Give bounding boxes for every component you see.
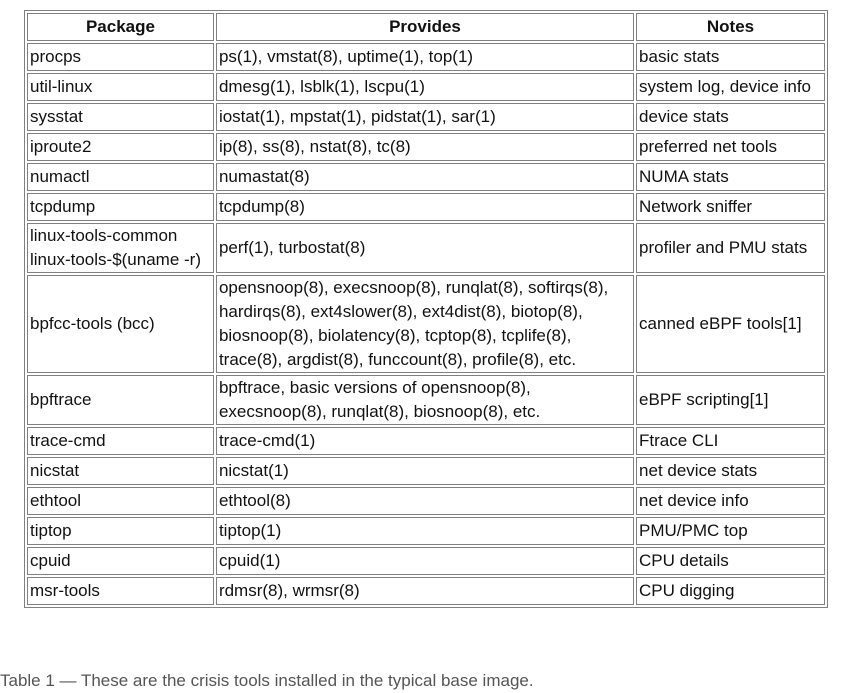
notes-cell-line: Ftrace CLI — [639, 431, 719, 450]
table-body — [27, 43, 825, 605]
provides-cell-line: perf(1), turbostat(8) — [218, 238, 366, 257]
notes-cell-line: Network sniffer — [639, 197, 753, 216]
table-row — [27, 577, 825, 605]
provides-cell-line: tiptop(1) — [218, 521, 282, 540]
package-cell — [27, 375, 214, 425]
table-row — [27, 103, 825, 131]
notes-cell-line: canned eBPF tools[1] — [639, 314, 802, 333]
footer-caption-text: Table 1 — These are the crisis tools installed in the typical base image. — [0, 671, 534, 690]
package-cell-line: cpuid — [30, 551, 71, 570]
notes-cell-line: CPU details — [639, 551, 729, 570]
package-cell-line: nicstat — [30, 461, 80, 480]
package-cell-line: trace-cmd — [30, 431, 106, 450]
package-cell — [27, 133, 214, 161]
provides-cell-line: bpftrace, basic versions of opensnoop(8), — [218, 378, 531, 397]
notes-cell — [636, 275, 825, 373]
table-row — [27, 43, 825, 71]
provides-cell-line: tcpdump(8) — [218, 197, 305, 216]
table-row — [27, 163, 825, 191]
package-cell-line: linux-tools-$(uname -r) — [30, 250, 201, 269]
table-row — [27, 487, 825, 515]
header-notes: Notes — [636, 13, 825, 41]
table-row — [27, 133, 825, 161]
notes-cell — [636, 457, 825, 485]
provides-cell — [216, 193, 634, 221]
provides-cell-line: ip(8), ss(8), nstat(8), tc(8) — [218, 137, 411, 156]
package-cell — [27, 73, 214, 101]
table-row — [27, 427, 825, 455]
table-row — [27, 457, 825, 485]
provides-cell-line: biosnoop(8), biolatency(8), tcptop(8), tcplife(8), — [218, 326, 572, 345]
provides-cell — [216, 133, 634, 161]
provides-cell — [216, 375, 634, 425]
provides-cell — [216, 427, 634, 455]
notes-cell — [636, 517, 825, 545]
provides-cell-line: dmesg(1), lsblk(1), lscpu(1) — [218, 77, 425, 96]
header-package: Package — [27, 13, 214, 41]
provides-cell-line: nicstat(1) — [218, 461, 289, 480]
package-cell-line: sysstat — [30, 107, 83, 126]
notes-cell — [636, 103, 825, 131]
package-cell — [27, 487, 214, 515]
package-cell-line: bpfcc-tools (bcc) — [30, 314, 155, 333]
provides-cell — [216, 223, 634, 273]
notes-cell — [636, 163, 825, 191]
packages-table — [24, 10, 828, 608]
notes-cell-line: profiler and PMU stats — [639, 238, 808, 257]
package-cell-line: msr-tools — [30, 581, 100, 600]
provides-cell — [216, 103, 634, 131]
notes-cell-line: NUMA stats — [639, 167, 729, 186]
table-row — [27, 193, 825, 221]
notes-cell-line: basic stats — [639, 47, 720, 66]
package-cell — [27, 427, 214, 455]
provides-cell-line: cpuid(1) — [218, 551, 281, 570]
provides-cell-line: iostat(1), mpstat(1), pidstat(1), sar(1) — [218, 107, 496, 126]
package-cell — [27, 43, 214, 71]
table-row — [27, 275, 825, 373]
package-cell — [27, 577, 214, 605]
table-row — [27, 73, 825, 101]
provides-cell — [216, 163, 634, 191]
table-row — [27, 375, 825, 425]
table-row — [27, 547, 825, 575]
package-cell — [27, 547, 214, 575]
package-cell — [27, 193, 214, 221]
provides-cell — [216, 457, 634, 485]
package-cell-line: linux-tools-common — [30, 226, 178, 245]
provides-cell-line: rdmsr(8), wrmsr(8) — [218, 581, 360, 600]
notes-cell — [636, 375, 825, 425]
notes-cell — [636, 487, 825, 515]
notes-cell — [636, 547, 825, 575]
provides-cell — [216, 275, 634, 373]
notes-cell-line: system log, device info — [639, 77, 811, 96]
notes-cell-line: net device stats — [639, 461, 758, 480]
package-cell-line: tcpdump — [30, 197, 96, 216]
package-cell — [27, 517, 214, 545]
header-provides: Provides — [216, 13, 634, 41]
footer-caption-clipped — [0, 664, 844, 690]
package-cell-line: tiptop — [30, 521, 72, 540]
package-cell — [27, 223, 214, 273]
provides-cell — [216, 487, 634, 515]
provides-cell — [216, 577, 634, 605]
notes-cell-line: CPU digging — [639, 581, 735, 600]
notes-cell — [636, 577, 825, 605]
notes-cell — [636, 73, 825, 101]
provides-cell-line: trace-cmd(1) — [218, 431, 316, 450]
provides-cell — [216, 517, 634, 545]
provides-cell-line: execsnoop(8), runqlat(8), biosnoop(8), etc. — [218, 402, 541, 421]
notes-cell — [636, 193, 825, 221]
package-cell-line: util-linux — [30, 77, 93, 96]
provides-cell-line: trace(8), argdist(8), funccount(8), profile(8), etc. — [218, 350, 577, 369]
notes-cell — [636, 43, 825, 71]
table-row — [27, 223, 825, 273]
provides-cell-line: opensnoop(8), execsnoop(8), runqlat(8), softirqs(8), — [218, 278, 609, 297]
package-cell-line: procps — [30, 47, 82, 66]
notes-cell-line: preferred net tools — [639, 137, 777, 156]
notes-cell-line: PMU/PMC top — [639, 521, 748, 540]
table-row — [27, 517, 825, 545]
package-cell — [27, 275, 214, 373]
package-cell-line: bpftrace — [30, 390, 92, 409]
provides-cell — [216, 43, 634, 71]
provides-cell — [216, 73, 634, 101]
notes-cell-line: eBPF scripting[1] — [639, 390, 769, 409]
table-header-row — [27, 13, 825, 41]
provides-cell-line: ethtool(8) — [218, 491, 291, 510]
provides-cell — [216, 547, 634, 575]
notes-cell — [636, 223, 825, 273]
package-cell — [27, 103, 214, 131]
provides-cell-line: ps(1), vmstat(8), uptime(1), top(1) — [218, 47, 474, 66]
package-cell — [27, 163, 214, 191]
package-cell — [27, 457, 214, 485]
notes-cell-line: net device info — [639, 491, 749, 510]
package-cell-line: iproute2 — [30, 137, 92, 156]
notes-cell — [636, 427, 825, 455]
package-cell-line: ethtool — [30, 491, 82, 510]
provides-cell-line: numastat(8) — [218, 167, 310, 186]
notes-cell-line: device stats — [639, 107, 729, 126]
provides-cell-line: hardirqs(8), ext4slower(8), ext4dist(8), biotop(8), — [218, 302, 583, 321]
notes-cell — [636, 133, 825, 161]
package-cell-line: numactl — [30, 167, 90, 186]
